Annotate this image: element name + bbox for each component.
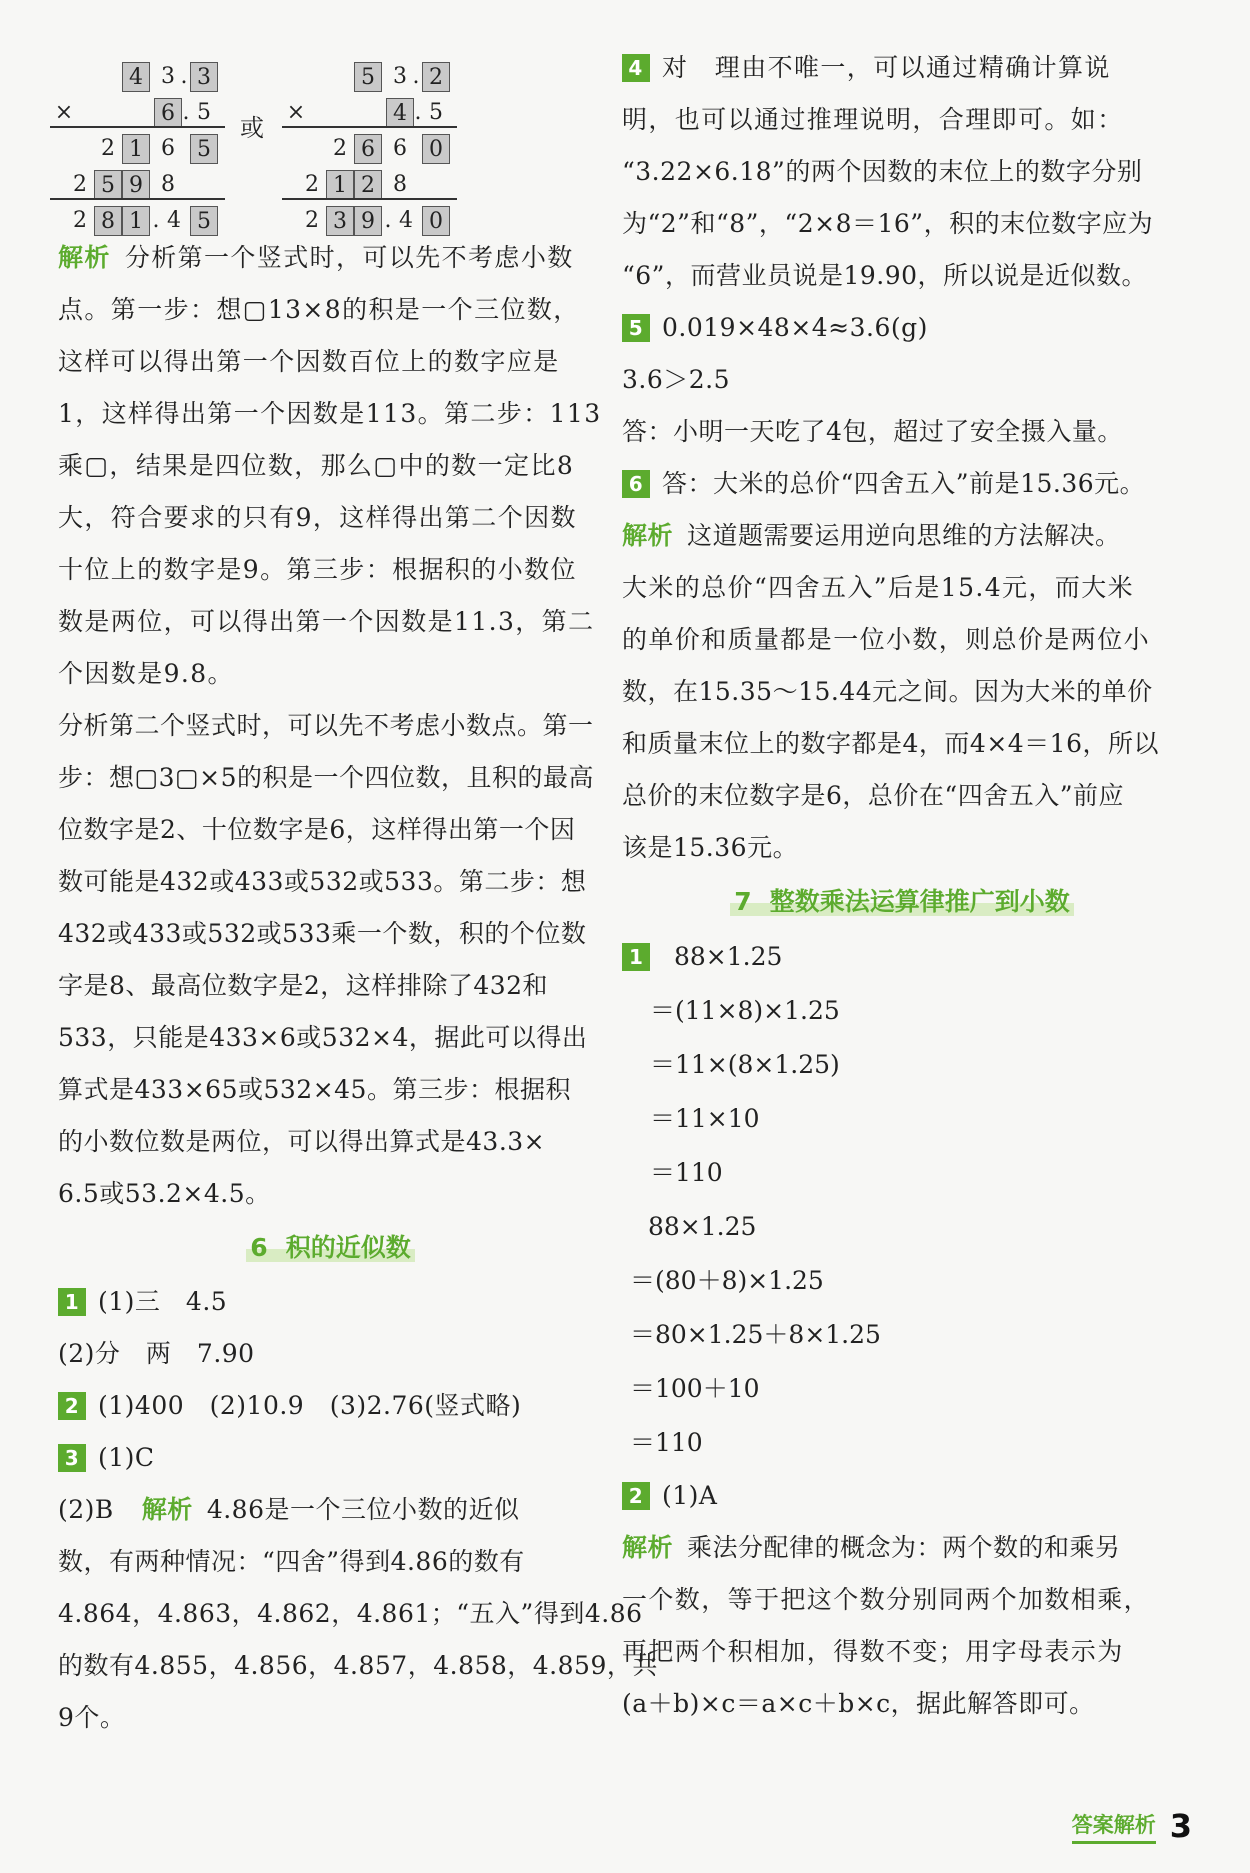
q4-line [622, 42, 1182, 94]
digit: 8 [393, 172, 407, 197]
digit-box: 6 [154, 98, 182, 128]
digit: 2 [101, 136, 115, 161]
text-line: 一个数，等于把这个数分别同两个加数相乘， [622, 1585, 1151, 1614]
calc-step: ＝11×(8×1.25) [650, 1050, 840, 1079]
text-line: 1，这样得出第一个因数是113。第二步：113 [58, 399, 602, 428]
text-line: 4.864，4.863，4.862，4.861；“五入”得到4.86 [58, 1599, 643, 1628]
digit-box: 6 [354, 134, 382, 164]
text: (1)400 (2)10.9 (3)2.76(竖式略) [98, 1391, 522, 1420]
digit-box: 9 [354, 206, 382, 236]
text-line: 432或433或532或533乘一个数，积的个位数 [58, 919, 587, 948]
text-line: 字是8、最高位数字是2，这样排除了432和 [58, 971, 549, 1000]
footer-label: 答案解析 [1072, 1809, 1156, 1844]
text-line: 该是15.36元。 [622, 833, 799, 862]
text-line: 和质量末位上的数字都是4，而4×4＝16，所以 [622, 729, 1159, 758]
decimal-point: . [182, 100, 190, 125]
text-line: 大，符合要求的只有9，这样得出第二个因数 [58, 503, 577, 532]
calc-step: ＝11×10 [650, 1104, 760, 1133]
calc-step: ＝(80＋8)×1.25 [630, 1266, 824, 1295]
text-line: 点。第一步：想▢13×8的积是一个三位数， [58, 295, 580, 324]
digit-box: 5 [190, 206, 218, 236]
question-number-badge: 1 [622, 943, 650, 971]
question-number-badge: 3 [58, 1444, 86, 1472]
text-line: 9个。 [58, 1703, 126, 1732]
page-number: 3 [1169, 1807, 1192, 1845]
text-line: 这样可以得出第一个因数百位上的数字应是 [58, 347, 560, 376]
text-line: (a＋b)×c＝a×c＋b×c，据此解答即可。 [622, 1689, 1095, 1718]
digit: 5 [197, 100, 211, 125]
rule-line [50, 126, 225, 128]
question-number-badge: 6 [622, 470, 650, 498]
calc-step: ＝100＋10 [630, 1374, 760, 1403]
question-number-badge: 1 [58, 1288, 86, 1316]
text-line: 数，有两种情况：“四舍”得到4.86的数有 [58, 1547, 525, 1576]
digit: 3 [393, 64, 407, 89]
decimal-point: . [152, 208, 160, 233]
calc1-line [622, 930, 1182, 984]
analysis-label: 解析 [141, 1495, 193, 1524]
text: 0.019×48×4≈3.6(g) [662, 313, 928, 342]
section-title: 积的近似数 [285, 1233, 411, 1262]
digit: 2 [305, 208, 319, 233]
text-line: 分析第二个竖式时，可以先不考虑小数点。第一 [58, 711, 594, 740]
text: (1)三 4.5 [98, 1287, 228, 1316]
text-line: 的单价和质量都是一位小数，则总价是两位小 [622, 625, 1151, 654]
text: (2)B [58, 1495, 114, 1524]
page-footer [1072, 1807, 1192, 1845]
text-line: 十位上的数字是9。第三步：根据积的小数位 [58, 555, 577, 584]
text-line: 数是两位，可以得出第一个因数是11.3，第二 [58, 607, 595, 636]
text-line: 位数字是2、十位数字是6，这样得出第一个因 [58, 815, 576, 844]
digit-box: 4 [386, 98, 414, 128]
question-number-badge: 4 [622, 54, 650, 82]
decimal-point: . [384, 208, 392, 233]
text-line: 6.5或53.2×4.5。 [58, 1179, 271, 1208]
analysis-label: 解析 [622, 521, 674, 550]
section-7-heading [622, 874, 1182, 930]
text-line: 的小数位数是两位，可以得出算式是43.3× [58, 1127, 546, 1156]
question-number-badge: 5 [622, 314, 650, 342]
calc-step: ＝110 [630, 1428, 703, 1457]
digit-box: 2 [354, 170, 382, 200]
digit-box: 1 [122, 206, 150, 236]
text-line: 数，在15.35～15.44元之间。因为大米的单价 [622, 677, 1153, 706]
question-number-badge: 2 [58, 1392, 86, 1420]
q5-line [622, 302, 1182, 354]
text-line: 大米的总价“四舍五入”后是15.4元，而大米 [622, 573, 1135, 602]
digit: 6 [161, 136, 175, 161]
times-sign: × [286, 100, 306, 125]
digit: 2 [333, 136, 347, 161]
text-line: 为“2”和“8”，“2×8＝16”，积的末位数字应为 [622, 209, 1154, 238]
section-title: 整数乘法运算律推广到小数 [769, 887, 1070, 916]
text-line: 个因数是9.8。 [58, 659, 234, 688]
calc-step: 88×1.25 [648, 1212, 757, 1241]
analysis-label: 解析 [58, 243, 111, 272]
text-line: 总价的末位数字是6，总价在“四舍五入”前应 [622, 781, 1124, 810]
calc-step: ＝80×1.25＋8×1.25 [630, 1320, 881, 1349]
text-line: 3.6＞2.5 [622, 365, 731, 394]
left-column [58, 232, 658, 1744]
text-line: 的数有4.855，4.856，4.857，4.858，4.859，共 [58, 1651, 658, 1680]
text: 分析第一个竖式时，可以先不考虑小数 [124, 243, 574, 272]
digit: 2 [73, 208, 87, 233]
analysis-label: 解析 [622, 1533, 674, 1562]
text: 乘法分配律的概念为：两个数的和乘另 [687, 1533, 1121, 1562]
text: 这道题需要运用逆向思维的方法解决。 [687, 521, 1121, 550]
text: (1)A [662, 1481, 718, 1510]
text: 4.86是一个三位小数的近似 [206, 1495, 520, 1524]
digit-box: 0 [422, 134, 450, 164]
text-line: “3.22×6.18”的两个因数的末位上的数字分别 [622, 157, 1143, 186]
text: 88×1.25 [674, 942, 783, 971]
digit-box: 3 [326, 206, 354, 236]
digit: 6 [393, 136, 407, 161]
s7q2-line [622, 1470, 1182, 1522]
digit: 4 [399, 208, 413, 233]
text-line: 明，也可以通过推理说明，合理即可。如： [622, 105, 1124, 134]
digit-box: 1 [326, 170, 354, 200]
text-line: 再把两个积相加，得数不变；用字母表示为 [622, 1637, 1124, 1666]
decimal-point: . [412, 64, 420, 89]
digit-box: 5 [94, 170, 122, 200]
text: (1)C [98, 1443, 155, 1472]
text-line: 算式是433×65或532×45。第三步：根据积 [58, 1075, 571, 1104]
or-word: 或 [240, 114, 264, 142]
digit-box: 1 [122, 134, 150, 164]
text-line: (2)分 两 7.90 [58, 1339, 255, 1368]
times-sign: × [54, 100, 74, 125]
decimal-point: . [180, 64, 188, 89]
q6-line [622, 458, 1182, 510]
text-line: 数可能是432或433或532或533。第二步：想 [58, 867, 587, 896]
calc-step: ＝110 [650, 1158, 723, 1187]
digit: 2 [73, 172, 87, 197]
text-line: 答：小明一天吃了4包，超过了安全摄入量。 [622, 417, 1123, 446]
q6-analysis-line [622, 510, 1182, 562]
digit-box: 3 [190, 62, 218, 92]
rule-line [282, 126, 457, 128]
text: 答：大米的总价“四舍五入”前是15.36元。 [662, 469, 1146, 498]
section-number: 7 [734, 887, 752, 916]
text-line: 533，只能是433×6或532×4，据此可以得出 [58, 1023, 588, 1052]
digit-box: 4 [122, 62, 150, 92]
section-6-heading [58, 1220, 603, 1276]
digit-box: 5 [190, 134, 218, 164]
q1-line [58, 1276, 603, 1328]
rule-line [282, 198, 457, 200]
text-line: 乘▢，结果是四位数，那么▢中的数一定比8 [58, 451, 575, 480]
question-number-badge: 2 [622, 1482, 650, 1510]
q3-line [58, 1432, 603, 1484]
section-number: 6 [250, 1233, 268, 1262]
right-column [622, 42, 1182, 1730]
digit-box: 8 [94, 206, 122, 236]
calc-step: ＝(11×8)×1.25 [650, 996, 840, 1025]
digit: 2 [305, 172, 319, 197]
rule-line [50, 198, 225, 200]
decimal-point: . [414, 100, 422, 125]
q3-2-line [58, 1484, 603, 1536]
text-line: 步：想▢3▢×5的积是一个四位数，且积的最高 [58, 763, 595, 792]
text: 对 理由不唯一，可以通过精确计算说 [662, 53, 1111, 82]
digit: 3 [161, 64, 175, 89]
analysis1-first-line [58, 232, 603, 284]
digit: 4 [167, 208, 181, 233]
q2-line [58, 1380, 603, 1432]
digit-box: 0 [422, 206, 450, 236]
text-line: “6”，而营业员说是19.90，所以说是近似数。 [622, 261, 1148, 290]
digit-box: 2 [422, 62, 450, 92]
digit: 5 [429, 100, 443, 125]
digit-box: 9 [122, 170, 150, 200]
s7q2-analysis-line [622, 1522, 1182, 1574]
digit-box: 5 [354, 62, 382, 92]
digit: 8 [161, 172, 175, 197]
